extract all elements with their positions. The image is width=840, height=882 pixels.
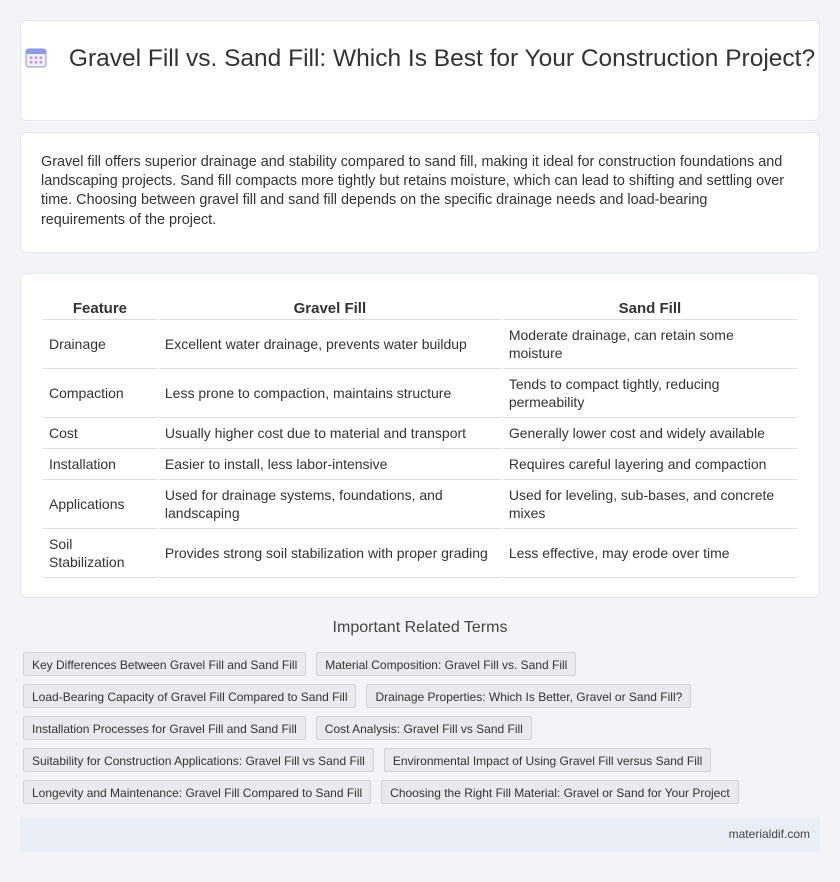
related-term-link[interactable]: Key Differences Between Gravel Fill and Sand Fill <box>23 652 306 676</box>
table-row <box>43 480 797 529</box>
title-card <box>20 20 820 121</box>
row-gravel: Usually higher cost due to material and transport <box>159 418 501 449</box>
table-row <box>43 529 797 578</box>
related-term-link[interactable]: Drainage Properties: Which Is Better, Gravel or Sand Fill? <box>366 684 691 708</box>
row-feature: Drainage <box>43 320 157 369</box>
related-tags-row <box>23 684 701 708</box>
table-row <box>43 449 797 480</box>
row-feature: Applications <box>43 480 157 529</box>
row-gravel: Used for drainage systems, foundations, and landscaping <box>159 480 501 529</box>
row-gravel: Provides strong soil stabilization with proper grading <box>159 529 501 578</box>
related-tags-row <box>23 780 749 804</box>
row-gravel: Less prone to compaction, maintains structure <box>159 369 501 418</box>
related-term-link[interactable]: Environmental Impact of Using Gravel Fill versus Sand Fill <box>384 748 711 772</box>
table-row <box>43 369 797 418</box>
comparison-table <box>41 294 799 578</box>
page-title-wrap <box>21 44 819 73</box>
related-term-link[interactable]: Installation Processes for Gravel Fill and Sand Fill <box>23 716 306 740</box>
related-term-link[interactable]: Load-Bearing Capacity of Gravel Fill Compared to Sand Fill <box>23 684 356 708</box>
table-header-row <box>43 294 797 320</box>
related-term-link[interactable]: Material Composition: Gravel Fill vs. Sand Fill <box>316 652 576 676</box>
header-gravel-fill: Gravel Fill <box>159 294 501 320</box>
row-sand: Requires careful layering and compaction <box>503 449 797 480</box>
table-row <box>43 320 797 369</box>
comparison-table-card <box>20 273 820 598</box>
header-sand-fill: Sand Fill <box>503 294 797 320</box>
row-gravel: Excellent water drainage, prevents water buildup <box>159 320 501 369</box>
row-sand: Generally lower cost and widely available <box>503 418 797 449</box>
row-feature: Soil Stabilization <box>43 529 157 578</box>
table-row <box>43 418 797 449</box>
row-sand: Moderate drainage, can retain some moisture <box>503 320 797 369</box>
row-sand: Tends to compact tightly, reducing permeability <box>503 369 797 418</box>
related-term-link[interactable]: Cost Analysis: Gravel Fill vs Sand Fill <box>316 716 532 740</box>
row-feature: Installation <box>43 449 157 480</box>
footer-bar <box>20 818 820 852</box>
related-term-link[interactable]: Longevity and Maintenance: Gravel Fill Compared to Sand Fill <box>23 780 371 804</box>
intro-paragraph: Gravel fill offers superior drainage and stability compared to sand fill, making it ideal for construction foundations and landscaping projects. Sand fill compacts more tightly but retains moisture, which can lead to shifting and settling over time. Choosing between gravel fill and sand fill depends on the specific drainage needs and load-bearing requirements of the project. <box>41 154 785 228</box>
calendar-icon <box>25 46 47 68</box>
row-feature: Compaction <box>43 369 157 418</box>
intro-card <box>20 132 820 253</box>
page-title: Gravel Fill vs. Sand Fill: Which Is Best for Your Construction Project? <box>68 45 816 72</box>
related-terms-heading: Important Related Terms <box>332 619 508 636</box>
row-sand: Less effective, may erode over time <box>503 529 797 578</box>
row-sand: Used for leveling, sub-bases, and concrete mixes <box>503 480 797 529</box>
related-tags-row <box>23 748 721 772</box>
footer-site-link[interactable]: materialdif.com <box>728 827 810 841</box>
header-feature: Feature <box>43 294 157 320</box>
related-term-link[interactable]: Choosing the Right Fill Material: Gravel or Sand for Your Project <box>381 780 739 804</box>
related-tags-row <box>23 652 586 676</box>
row-feature: Cost <box>43 418 157 449</box>
row-gravel: Easier to install, less labor-intensive <box>159 449 501 480</box>
related-tags-row <box>23 716 542 740</box>
related-term-link[interactable]: Suitability for Construction Applications: Gravel Fill vs Sand Fill <box>23 748 374 772</box>
